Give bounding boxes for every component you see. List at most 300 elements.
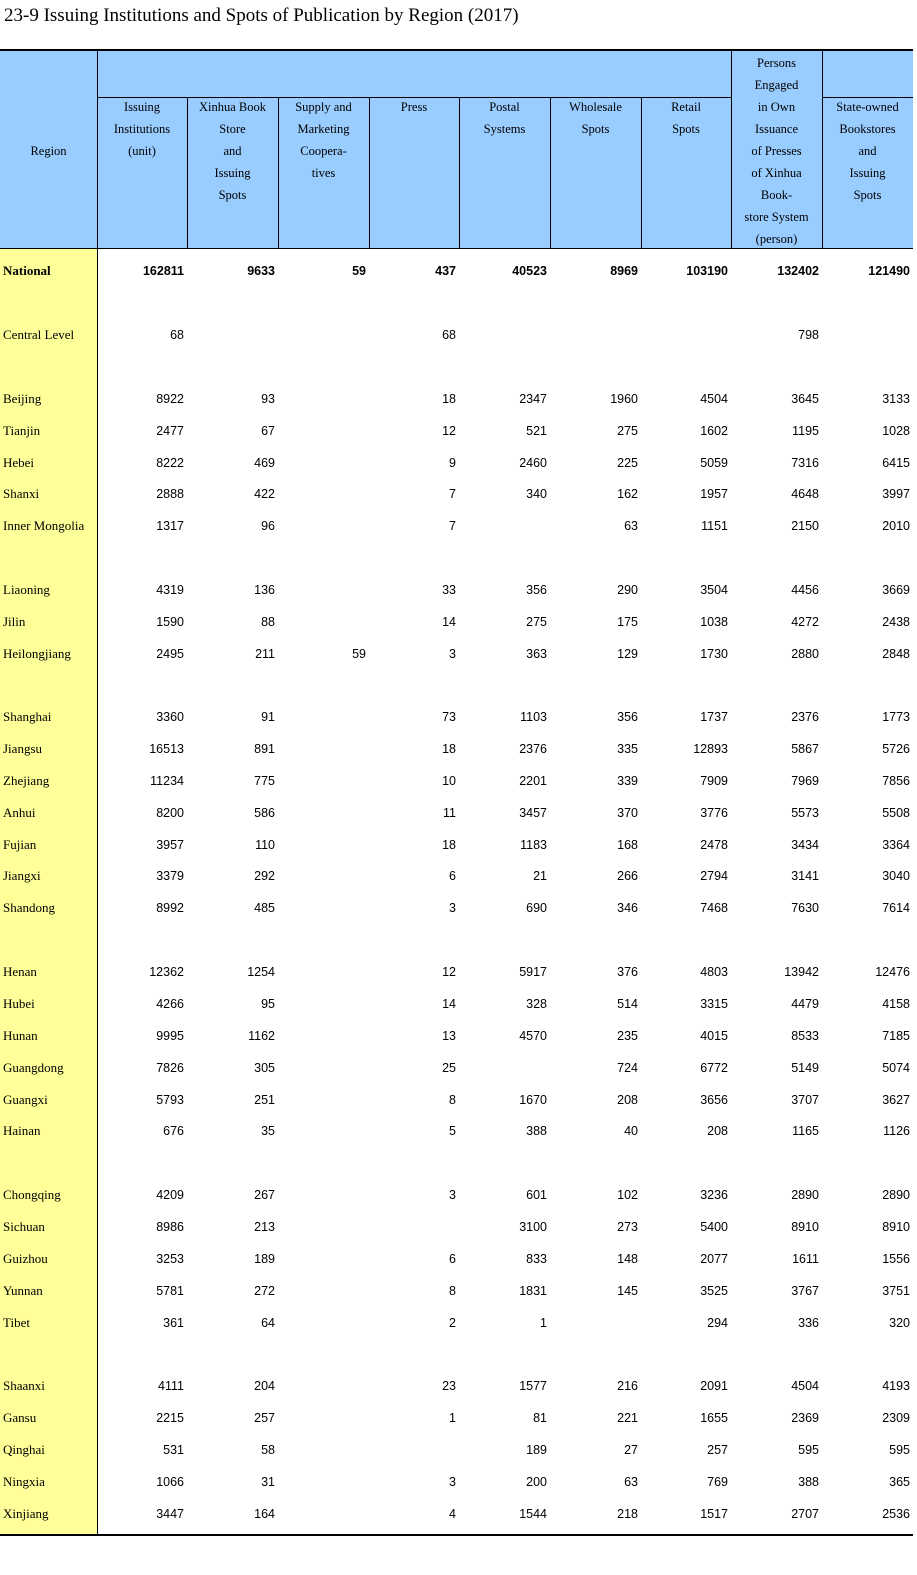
table-cell: 2707 [791,1507,819,1521]
table-cell: 305 [254,1061,275,1075]
table-cell: 64 [261,1316,275,1330]
table-cell: 8922 [156,392,184,406]
region-label: Hainan [3,1123,41,1138]
column-header-line: Spots [853,188,882,202]
column-header [369,96,459,118]
column-header-line: Book- [760,188,793,202]
table-cell: 1602 [700,424,728,438]
bottom-rule [0,1534,913,1536]
table-cell: 335 [617,742,638,756]
column-header-line: and [858,144,877,158]
region-stub-band [0,249,97,1534]
table-cell: 1126 [883,1124,910,1138]
table-cell: 3253 [156,1252,184,1266]
table-cell: 370 [617,806,638,820]
table-cell: 3751 [882,1284,910,1298]
table-cell: 3457 [519,806,547,820]
table-cell: 8222 [156,456,184,470]
table-cell: 437 [435,264,456,278]
table-cell: 2 [449,1316,456,1330]
table-cell: 13942 [784,965,819,979]
table-cell: 162811 [142,264,184,278]
table-cell: 3040 [882,869,910,883]
table-cell: 5781 [156,1284,184,1298]
column-header-line: Bookstores [839,122,896,136]
table-cell: 2376 [519,742,547,756]
table-cell: 63 [624,519,638,533]
table-cell: 485 [254,901,275,915]
region-label: Henan [3,964,37,979]
column-header-line: tives [311,166,336,180]
table-cell: 595 [798,1443,819,1457]
table-cell: 1254 [247,965,275,979]
table-cell: 2794 [700,869,728,883]
table-cell: 4504 [700,392,728,406]
table-cell: 5726 [882,742,910,756]
region-label: Heilongjiang [3,646,71,661]
table-cell: 2880 [791,647,819,661]
column-header-line: of Xinhua [751,166,802,180]
column-header [822,96,913,206]
table-cell: 5 [449,1124,456,1138]
region-label: Sichuan [3,1219,45,1234]
table-cell: 189 [254,1252,275,1266]
table-cell: 4648 [791,487,819,501]
table-cell: 175 [617,615,638,629]
table-cell: 422 [254,487,275,501]
table-cell: 891 [254,742,275,756]
column-header [278,96,369,184]
table-cell: 2478 [700,838,728,852]
table-cell: 110 [255,838,275,852]
table-cell: 7 [449,487,456,501]
table-cell: 1556 [882,1252,910,1266]
table-cell: 1957 [700,487,728,501]
column-header-line: (person) [755,232,798,246]
table-cell: 690 [526,901,547,915]
table-cell: 601 [526,1188,547,1202]
table-cell: 16513 [149,742,184,756]
table-cell: 833 [526,1252,547,1266]
table-cell: 7909 [700,774,728,788]
table-cell: 3 [449,647,456,661]
table-cell: 91 [261,710,275,724]
table-cell: 676 [163,1124,184,1138]
table-cell: 4 [449,1507,456,1521]
table-cell: 5917 [519,965,547,979]
table-cell: 1737 [700,710,728,724]
table-cell: 1517 [700,1507,728,1521]
table-cell: 3627 [882,1093,910,1107]
column-header [187,96,278,206]
table-cell: 4803 [700,965,728,979]
table-cell: 3100 [519,1220,547,1234]
table-cell: 1066 [156,1475,184,1489]
table-cell: 18 [442,838,456,852]
region-label: Ningxia [3,1474,45,1489]
column-header-line: Persons [757,56,796,70]
table-cell: 3360 [156,710,184,724]
region-label: Beijing [3,391,42,406]
region-label: Hunan [3,1028,38,1043]
region-label: National [3,263,51,278]
table-cell: 257 [707,1443,728,1457]
table-cell: 59 [352,647,366,661]
table-cell: 5400 [700,1220,728,1234]
table-cell: 2848 [882,647,910,661]
table-cell: 2215 [156,1411,184,1425]
table-cell: 59 [352,264,366,278]
table-cell: 1611 [792,1252,819,1266]
table-cell: 96 [261,519,275,533]
region-label: Guangdong [3,1060,64,1075]
table-cell: 3525 [700,1284,728,1298]
table-cell: 4456 [791,583,819,597]
table-cell: 2077 [700,1252,728,1266]
table-cell: 8533 [791,1029,819,1043]
table-cell: 218 [617,1507,638,1521]
table-cell: 3645 [791,392,819,406]
table-cell: 81 [533,1411,547,1425]
table-cell: 1577 [519,1379,547,1393]
table-cell: 724 [617,1061,638,1075]
table-cell: 12 [442,965,456,979]
column-header-line: Retail [671,100,701,114]
table-cell: 4504 [791,1379,819,1393]
table-cell: 9633 [247,264,275,278]
table-cell: 63 [624,1475,638,1489]
table-cell: 2890 [791,1188,819,1202]
table-cell: 267 [254,1188,275,1202]
table-cell: 25 [442,1061,456,1075]
table-cell: 8 [449,1093,456,1107]
table-cell: 5074 [882,1061,910,1075]
column-header-line: store System [744,210,809,224]
table-cell: 164 [254,1507,275,1521]
column-header-line: Spots [672,122,700,136]
table-cell: 168 [617,838,638,852]
column-header-line: Store [219,122,246,136]
table-cell: 7856 [882,774,910,788]
table-cell: 58 [261,1443,275,1457]
table-cell: 95 [261,997,275,1011]
table-cell: 294 [707,1316,728,1330]
table-cell: 328 [526,997,547,1011]
table-cell: 21 [533,869,547,883]
region-label: Guangxi [3,1092,48,1107]
table-cell: 40523 [512,264,547,278]
table-cell: 23 [442,1379,456,1393]
table-cell: 145 [617,1284,638,1298]
table-cell: 2477 [156,424,184,438]
table-cell: 4266 [156,997,184,1011]
column-header-line: Spots [218,188,247,202]
table-cell: 225 [617,456,638,470]
table-cell: 5793 [156,1093,184,1107]
table-cell: 5149 [791,1061,819,1075]
table-cell: 356 [617,710,638,724]
table-cell: 275 [526,615,547,629]
table-cell: 27 [624,1443,638,1457]
table-cell: 1655 [700,1411,728,1425]
table-cell: 388 [526,1124,547,1138]
column-header-line: Postal [489,100,520,114]
table-cell: 9995 [156,1029,184,1043]
table-cell: 35 [261,1124,275,1138]
table-cell: 292 [254,869,275,883]
region-label: Qinghai [3,1442,45,1457]
table-cell: 1730 [700,647,728,661]
table-cell: 1590 [156,615,184,629]
table-cell: 1028 [882,424,910,438]
table-cell: 68 [442,328,456,342]
table-cell: 1317 [156,519,184,533]
table-cell: 40 [624,1124,638,1138]
region-label: Shanxi [3,486,40,501]
column-header-line: of Presses [751,144,802,158]
table-cell: 1670 [519,1093,547,1107]
region-label: Xinjiang [3,1506,49,1521]
region-label: Hubei [3,996,35,1011]
column-header-line: Wholesale [569,100,622,114]
table-cell: 221 [617,1411,638,1425]
table-cell: 2150 [791,519,819,533]
table-cell: 67 [261,424,275,438]
table-cell: 586 [254,806,275,820]
column-header-region: Region [30,144,67,158]
table-cell: 200 [526,1475,547,1489]
table-cell: 5573 [791,806,819,820]
table-cell: 4193 [882,1379,910,1393]
table-cell: 376 [617,965,638,979]
column-header-line: Supply and [295,100,352,114]
table-cell: 3997 [882,487,910,501]
table-cell: 8986 [156,1220,184,1234]
table-cell: 2376 [791,710,819,724]
region-label: Shandong [3,900,55,915]
table-cell: 4570 [519,1029,547,1043]
table-cell: 2438 [882,615,910,629]
region-label: Central Level [3,327,75,342]
region-label: Jiangxi [3,868,41,883]
table-cell: 1195 [792,424,819,438]
table-cell: 361 [163,1316,184,1330]
table-cell: 7614 [882,901,910,915]
table-cell: 3656 [700,1093,728,1107]
table-cell: 3364 [882,838,910,852]
table-cell: 6415 [882,456,910,470]
table-cell: 14 [442,615,456,629]
table-cell: 6772 [700,1061,728,1075]
table-cell: 336 [798,1316,819,1330]
table-cell: 769 [707,1475,728,1489]
table-cell: 3957 [156,838,184,852]
table-cell: 2369 [791,1411,819,1425]
region-label: Guizhou [3,1251,48,1266]
table-cell: 1 [540,1316,547,1330]
table-cell: 3669 [882,583,910,597]
table-cell: 3 [449,1475,456,1489]
table-cell: 275 [617,424,638,438]
table-cell: 2888 [156,487,184,501]
table-cell: 290 [617,583,638,597]
table-cell: 8 [449,1284,456,1298]
table-cell: 33 [442,583,456,597]
table-cell: 7185 [882,1029,910,1043]
table-cell: 273 [617,1220,638,1234]
region-label: Hebei [3,455,35,470]
table-cell: 3707 [791,1093,819,1107]
table-cell: 235 [617,1029,638,1043]
column-header-line: Issuance [754,122,799,136]
table-cell: 12 [442,424,456,438]
table-cell: 68 [170,328,184,342]
table-cell: 363 [526,647,547,661]
table-cell: 3434 [791,838,819,852]
table-cell: 9 [449,456,456,470]
table-cell: 88 [261,615,275,629]
column-header-line: Systems [483,122,526,136]
table-cell: 10 [442,774,456,788]
table-cell: 4209 [156,1188,184,1202]
table-cell: 3236 [700,1188,728,1202]
table-cell: 4015 [700,1029,728,1043]
table-cell: 3504 [700,583,728,597]
region-label: Liaoning [3,582,50,597]
region-label: Anhui [3,805,36,820]
table-cell: 132402 [777,264,819,278]
region-label: Jilin [3,614,26,629]
column-header-line: Spots [581,122,610,136]
table-cell: 798 [798,328,819,342]
column-header-line: in Own [757,100,796,114]
table-cell: 7969 [791,774,819,788]
table-cell: 1038 [700,615,728,629]
table-cell: 11 [443,806,456,820]
table-cell: 2201 [519,774,547,788]
table-cell: 8910 [791,1220,819,1234]
table-cell: 531 [163,1443,184,1457]
table-cell: 6 [449,1252,456,1266]
column-header-line: (unit) [128,144,156,158]
table-cell: 257 [254,1411,275,1425]
table-cell: 5059 [700,456,728,470]
table-cell: 3767 [791,1284,819,1298]
column-header-line: Press [400,100,428,114]
region-label: Tibet [3,1315,30,1330]
table-cell: 162 [617,487,638,501]
region-label: Tianjin [3,423,41,438]
column-header [550,96,641,140]
column-header-line: Marketing [297,122,350,136]
column-header-line: and [223,144,242,158]
table-cell: 1 [449,1411,456,1425]
table-cell: 340 [526,487,547,501]
table-cell: 1960 [610,392,638,406]
table-cell: 4272 [791,615,819,629]
table-cell: 1165 [792,1124,819,1138]
region-label: Gansu [3,1410,37,1425]
table-cell: 136 [254,583,275,597]
table-cell: 3 [449,1188,456,1202]
table-cell: 8910 [882,1220,910,1234]
region-label: Shanghai [3,709,52,724]
table-cell: 7 [449,519,456,533]
table-cell: 4158 [882,997,910,1011]
table-cell: 121490 [868,264,910,278]
table-cell: 595 [889,1443,910,1457]
table-cell: 216 [617,1379,638,1393]
table-cell: 7316 [791,456,819,470]
region-label: Jiangsu [3,741,42,756]
region-label: Zhejiang [3,773,50,788]
table-cell: 129 [617,647,638,661]
column-header-line: Institutions [113,122,171,136]
table-cell: 2495 [156,647,184,661]
table-cell: 2460 [519,456,547,470]
column-header-line: Coopera- [300,144,347,158]
region-label: Yunnan [3,1283,43,1298]
table-cell: 6 [449,869,456,883]
table-cell: 93 [261,392,275,406]
table-cell: 73 [442,710,456,724]
column-header-line: Issuing [214,166,251,180]
column-header-line: State-owned [836,100,899,114]
table-cell: 3315 [700,997,728,1011]
column-header-line: Engaged [754,78,799,92]
table-cell: 1831 [519,1284,547,1298]
table-cell: 1103 [520,710,547,724]
table-cell: 339 [617,774,638,788]
table-cell: 4111 [158,1379,184,1393]
table-cell: 251 [254,1093,275,1107]
table-cell: 4479 [791,997,819,1011]
column-header [97,96,187,162]
table-cell: 102 [617,1188,638,1202]
table-cell: 320 [889,1316,910,1330]
table-cell: 2309 [882,1411,910,1425]
table-cell: 12893 [693,742,728,756]
table-cell: 521 [526,424,547,438]
table-cell: 189 [526,1443,547,1457]
table-cell: 469 [254,456,275,470]
table-cell: 7630 [791,901,819,915]
table-cell: 18 [442,742,456,756]
table-cell: 3776 [700,806,728,820]
table-cell: 204 [254,1379,275,1393]
region-label: Chongqing [3,1187,61,1202]
table-title: 23-9 Issuing Institutions and Spots of Publication by Region (2017) [4,5,519,26]
table-cell: 3141 [791,869,819,883]
table-cell: 1162 [248,1029,275,1043]
table-cell: 8992 [156,901,184,915]
table-cell: 13 [442,1029,456,1043]
column-header-line: Xinhua Book [198,100,266,114]
table-cell: 11234 [150,774,184,788]
table-cell: 2890 [882,1188,910,1202]
table-cell: 5508 [882,806,910,820]
column-header-line: Issuing [123,100,161,114]
table-cell: 3133 [882,392,910,406]
column-header [731,52,822,250]
table-cell: 2091 [700,1379,728,1393]
table-cell: 2010 [882,519,910,533]
column-header [459,96,550,140]
table-cell: 356 [526,583,547,597]
column-divider [369,98,370,248]
table-cell: 213 [254,1220,275,1234]
table-cell: 775 [254,774,275,788]
